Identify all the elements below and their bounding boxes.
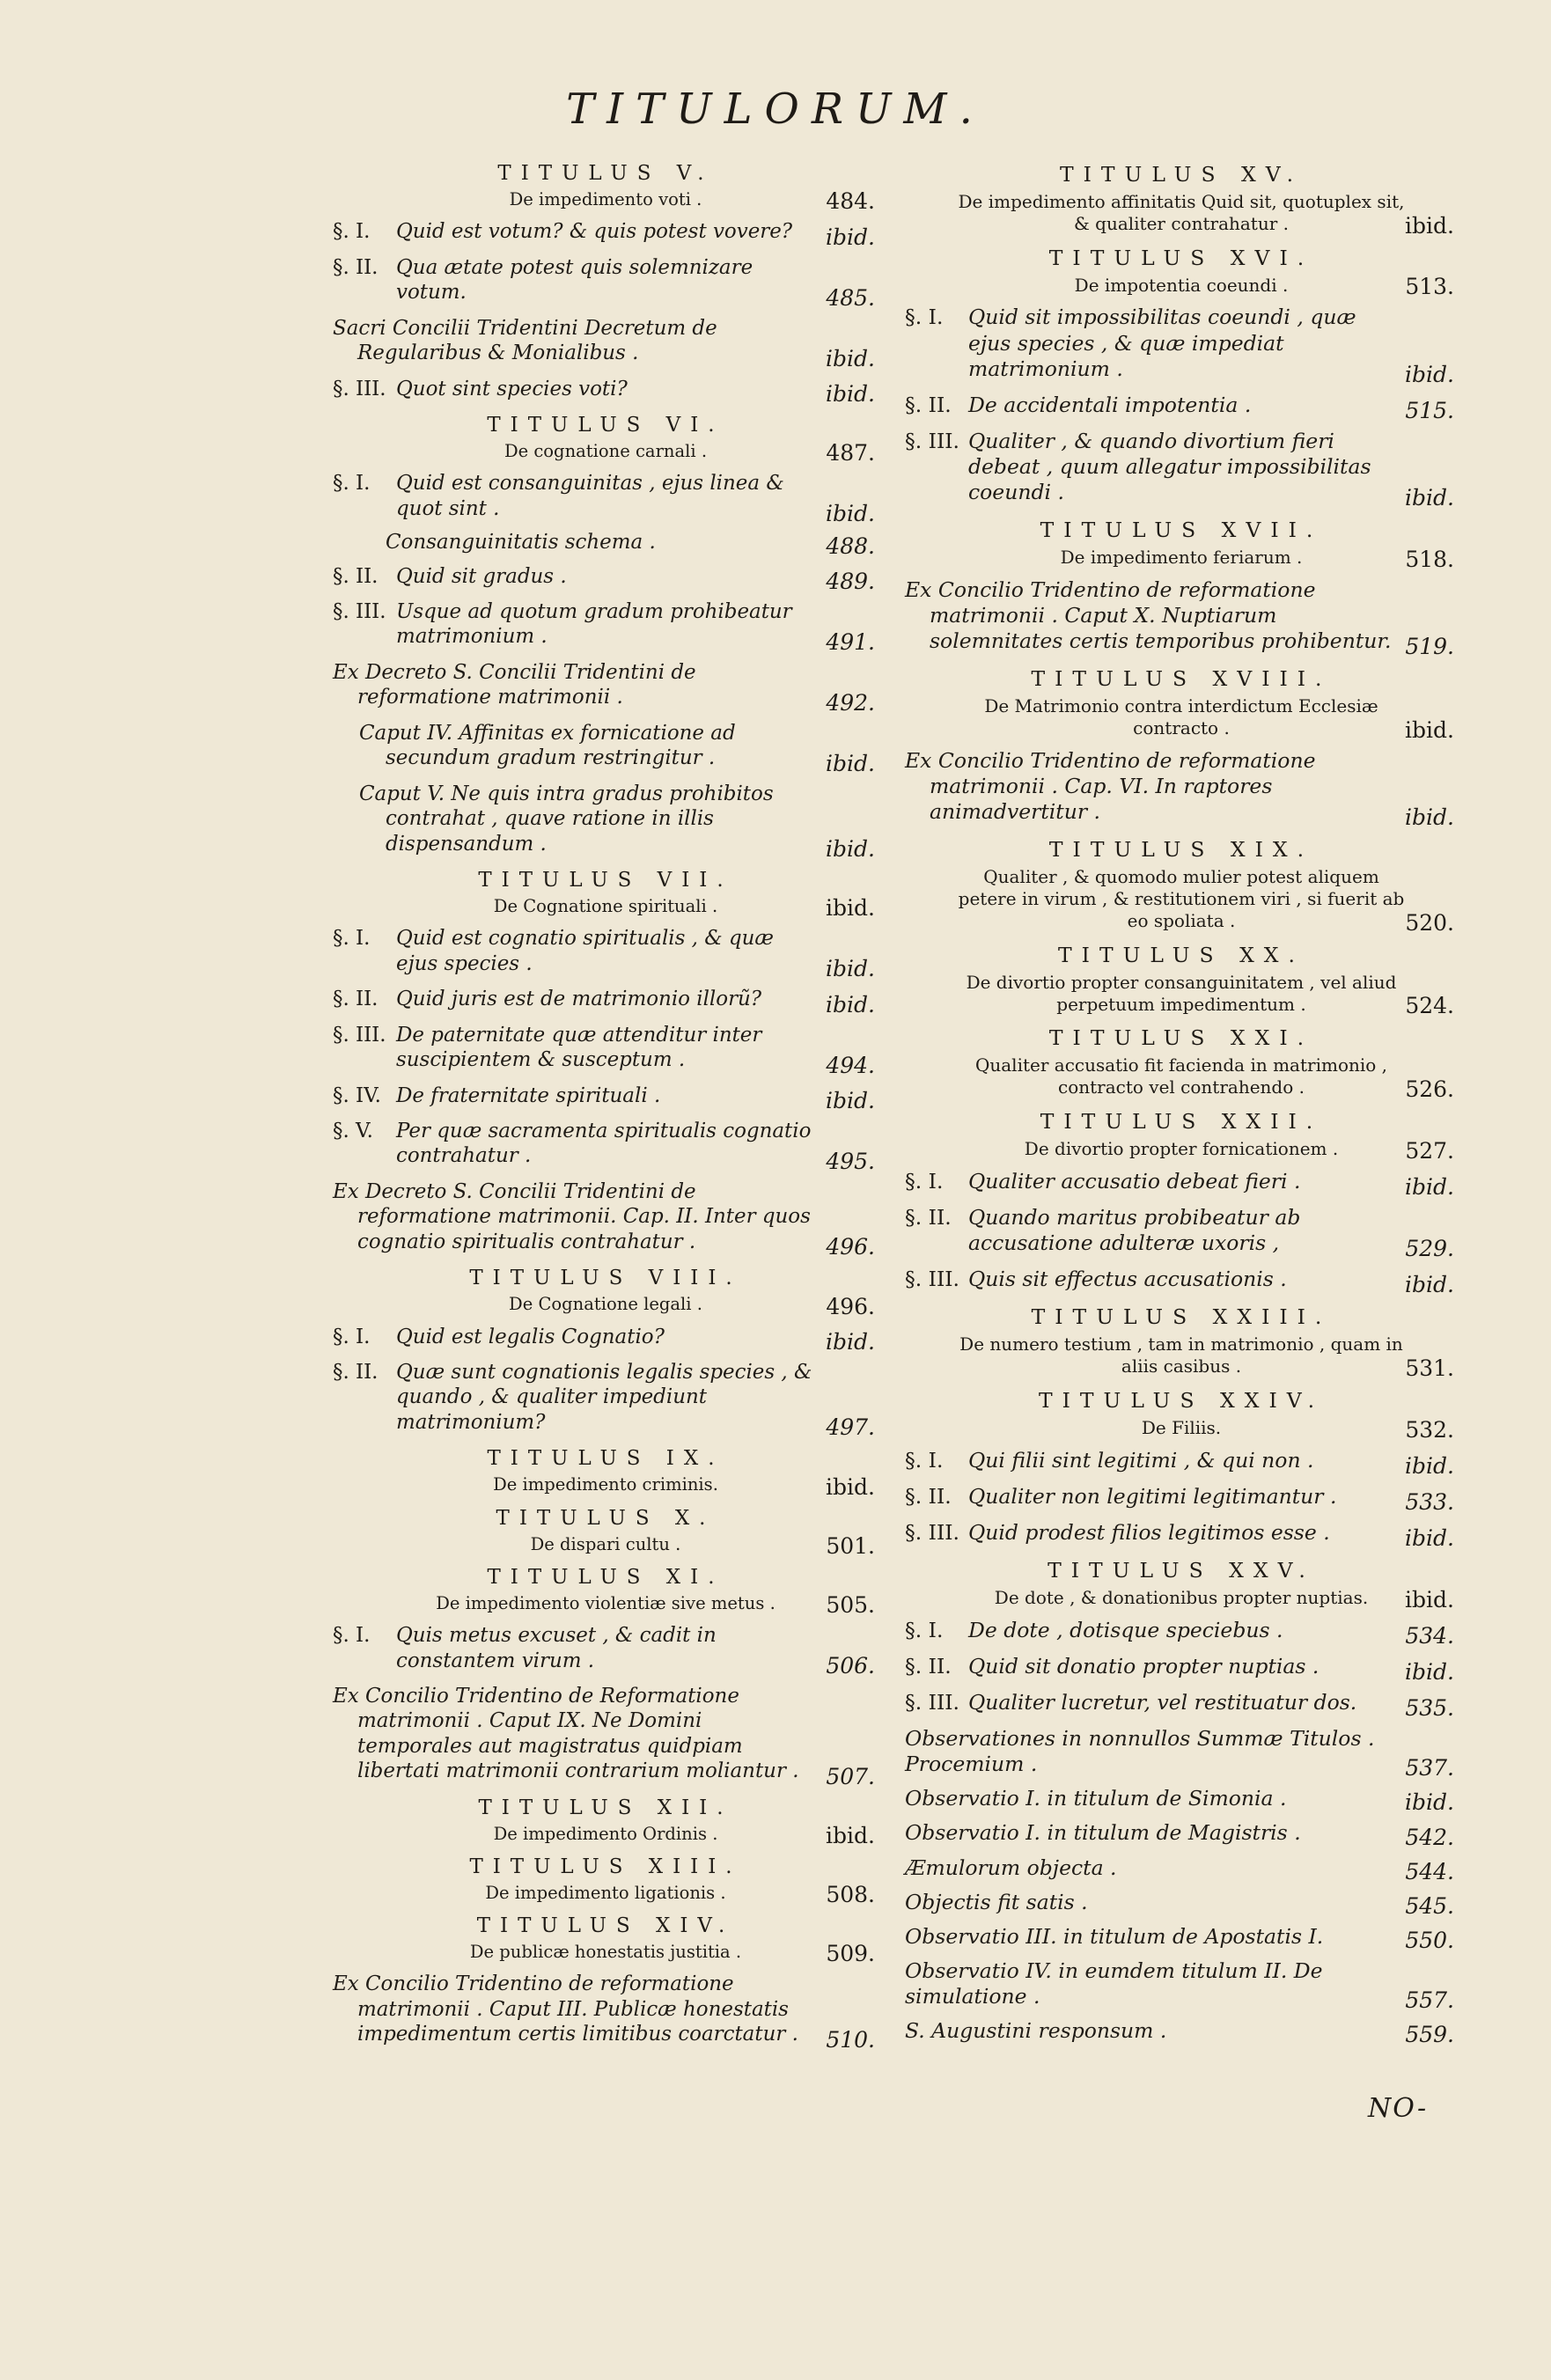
- section-marker: §. I.: [333, 472, 371, 496]
- section-marker: §. II.: [905, 392, 952, 417]
- titulus-heading: TITULUS XXV.: [1047, 1558, 1315, 1583]
- entry-text: Qualiter non legitimi legitimantur .: [968, 1483, 1337, 1509]
- page-number: ibid.: [826, 1823, 875, 1848]
- page-number: ibid.: [1405, 361, 1454, 387]
- section-marker: §. I.: [333, 1624, 371, 1648]
- title-description: [905, 693, 1458, 745]
- entry-text: Quid est consanguinitas , ejus linea & quot sint .: [396, 472, 784, 520]
- index-entry: [333, 1115, 878, 1176]
- entry-text: Observatio III. in titulum de Apostatis I.: [905, 1923, 1324, 1949]
- titulus-heading: TITULUS XXIII.: [1031, 1304, 1332, 1330]
- title-description: [905, 188, 1458, 240]
- entry-text: Observationes in nonnullos Summæ Titulos . Procemium .: [905, 1726, 1375, 1777]
- page-number: ibid.: [1405, 1789, 1454, 1816]
- page-number: ibid.: [1405, 1525, 1454, 1551]
- index-entry: [333, 1620, 878, 1680]
- page-number: 545.: [1405, 1892, 1454, 1919]
- page-number: ibid.: [1405, 1452, 1454, 1479]
- title-description: [905, 1584, 1458, 1614]
- entry-text: De publicæ honestatis justitia .: [469, 1942, 742, 1963]
- title-description: [333, 1821, 878, 1850]
- entry-text: De dote , & donationibus propter nuptias.: [994, 1587, 1369, 1608]
- index-entry: [333, 778, 878, 863]
- page-number: ibid.: [826, 895, 875, 922]
- section-marker: §. IV.: [333, 1083, 381, 1107]
- page-number: 494.: [826, 1052, 875, 1078]
- page-number: 497.: [826, 1414, 875, 1441]
- index-column-left: [333, 157, 878, 2054]
- section-marker: §. III.: [905, 428, 959, 453]
- page-number: 506.: [826, 1652, 875, 1678]
- page-number: ibid.: [1405, 804, 1454, 831]
- index-entry: [905, 1921, 1458, 1955]
- titulus-heading: TITULUS XXI.: [1048, 1025, 1314, 1051]
- page-number: ibid.: [1405, 485, 1454, 511]
- index-entry: [333, 373, 878, 408]
- page-number: 510.: [826, 2026, 875, 2053]
- index-entry: [333, 596, 878, 657]
- entry-text: Qui filii sint legitimi , & qui non .: [968, 1447, 1314, 1473]
- entry-text: De Matrimonio contra interdictum Ecclesiæ contracto .: [984, 695, 1378, 739]
- titulus-heading: TITULUS VII.: [478, 869, 733, 892]
- index-entry: [333, 1356, 878, 1442]
- title-description: [905, 1331, 1458, 1383]
- title-description: [905, 1135, 1458, 1165]
- entry-text: Caput IV. Affinitas ex fornicatione ad secundum gradum restringitur .: [359, 721, 736, 770]
- section-marker: §. III.: [905, 1690, 959, 1715]
- page-number: ibid.: [826, 224, 875, 250]
- index-entry: [905, 574, 1458, 661]
- index-entry: [905, 389, 1458, 425]
- entry-text: Qua ætate potest quis solemnizare votum.: [396, 255, 753, 305]
- page-number: 559.: [1405, 2022, 1454, 2048]
- page-number: 501.: [826, 1532, 875, 1559]
- index-entry: [333, 252, 878, 312]
- entry-text: Quid est votum? & quis potest vovere?: [396, 220, 793, 244]
- page-number: 492.: [826, 689, 875, 716]
- page-number: 550.: [1405, 1927, 1454, 1953]
- entry-text: Ex Concilio Tridentino de reformatione matrimonii . Caput X. Nuptiarum solemnitates certis temporibus prohibentur.: [905, 577, 1392, 654]
- entry-text: De accidentali impotentia .: [968, 392, 1252, 417]
- entry-text: Ex Concilio Tridentino de Reformatione matrimonii . Caput IX. Ne Domini temporales aut magistratus quidpiam libertati matrimonii contrarium moliantur .: [333, 1684, 799, 1783]
- title-description: [905, 863, 1458, 937]
- titulus-heading: TITULUS XII.: [478, 1796, 733, 1819]
- index-entry: [905, 1444, 1458, 1480]
- entry-text: Quid juris est de matrimonio illorũ?: [396, 988, 762, 1011]
- section-marker: §. III.: [333, 377, 386, 400]
- titulus-heading: TITULUS XX.: [1058, 942, 1305, 967]
- index-entry: [333, 216, 878, 251]
- entry-text: Quid prodest filios legitimos esse .: [968, 1519, 1330, 1545]
- index-entry: [905, 1517, 1458, 1553]
- entry-text: De cognatione carnali .: [504, 440, 708, 461]
- page-number: 520.: [1405, 909, 1454, 936]
- entry-text: Qualiter lucretur, vel restituatur dos.: [968, 1690, 1357, 1715]
- index-entry: [905, 1614, 1458, 1650]
- entry-text: Quid est cognatio spiritualis , & quæ ejus species .: [396, 927, 774, 975]
- entry-text: Quando maritus probibeatur ab accusatione adulteræ uxoris ,: [968, 1204, 1301, 1256]
- page-number: 508.: [826, 1882, 875, 1908]
- page-number: 496.: [826, 1293, 875, 1319]
- entry-text: De dote , dotisque speciebus .: [968, 1617, 1283, 1642]
- index-entry: [333, 312, 878, 373]
- index-entry: [905, 1686, 1458, 1723]
- page-number: ibid.: [826, 1473, 875, 1500]
- titulus-heading: TITULUS X.: [496, 1506, 716, 1530]
- page-header: TITULORUM.: [566, 84, 985, 134]
- index-entry: [905, 1782, 1458, 1817]
- index-entry: [333, 983, 878, 1018]
- entry-text: De dispari cultu .: [530, 1533, 681, 1554]
- entry-text: De impedimento affinitatis Quid sit, quotuplex sit, & qualiter contrahatur .: [958, 191, 1405, 234]
- index-entry: [905, 1201, 1458, 1263]
- section-marker: §. II.: [333, 988, 379, 1011]
- index-entry: [905, 1263, 1458, 1299]
- page-number: 495.: [826, 1148, 875, 1174]
- entry-text: Quis metus excuset , & cadit in constantem virum .: [396, 1624, 717, 1672]
- entry-text: De impedimento violentiæ sive metus .: [436, 1592, 776, 1613]
- page-number: ibid.: [1405, 1659, 1454, 1686]
- page-number: 484.: [826, 188, 875, 215]
- page-number: 489.: [826, 569, 875, 594]
- entry-text: De impedimento ligationis .: [485, 1883, 726, 1903]
- entry-text: Observatio IV. in eumdem titulum II. De simulatione .: [905, 1958, 1323, 2009]
- titulus-heading: TITULUS IX.: [487, 1447, 724, 1471]
- entry-text: Quæ sunt cognationis legalis species , & quando , & qualiter impediunt matrimonium?: [396, 1360, 812, 1434]
- entry-text: De impedimento feriarum .: [1060, 547, 1303, 569]
- section-marker: §. II.: [333, 1360, 379, 1384]
- page-number: 529.: [1405, 1236, 1454, 1262]
- section-marker: §. II.: [905, 1483, 952, 1509]
- section-marker: §. III.: [333, 600, 386, 623]
- page-number: 509.: [826, 1941, 875, 1967]
- page-number: ibid.: [1405, 1586, 1454, 1612]
- index-entry: [333, 922, 878, 983]
- index-entry: [333, 1321, 878, 1356]
- index-entry: [905, 1852, 1458, 1886]
- entry-text: De Cognatione spirituali .: [493, 896, 718, 917]
- entry-text: Observatio I. in titulum de Magistris .: [905, 1820, 1301, 1846]
- page-number: 524.: [1405, 993, 1454, 1019]
- page-number: 526.: [1405, 1076, 1454, 1102]
- page-number: ibid.: [826, 345, 875, 371]
- section-marker: §. I.: [905, 1447, 944, 1473]
- page-number: 485.: [826, 284, 875, 311]
- page-number: 542.: [1405, 1824, 1454, 1850]
- entry-text: Quid sit donatio propter nuptias .: [968, 1653, 1319, 1678]
- page-number: ibid.: [826, 991, 875, 1017]
- page-number: 505.: [826, 1592, 875, 1619]
- page-number: 533.: [1405, 1488, 1454, 1515]
- page-number: 557.: [1405, 1987, 1454, 2014]
- index-entry: [333, 1019, 878, 1080]
- entry-text: Æmulorum objecta .: [905, 1855, 1117, 1880]
- index-entry: [905, 1817, 1458, 1851]
- entry-text: De divortio propter fornicationem .: [1024, 1137, 1339, 1159]
- title-description: [333, 187, 878, 216]
- titulus-heading: TITULUS XXIV.: [1038, 1387, 1325, 1413]
- entry-text: De Filiis.: [1141, 1416, 1222, 1438]
- entry-text: Qualiter accusatio debeat fieri .: [968, 1168, 1301, 1194]
- entry-text: Qualiter , & quomodo mulier potest aliquem petere in virum , & restitutionem viri , si fuerit ab eo spoliata .: [958, 866, 1405, 931]
- titulus-heading: TITULUS XV.: [1059, 162, 1304, 187]
- page-number: ibid.: [826, 1088, 875, 1114]
- entry-text: Quid est legalis Cognatio?: [396, 1325, 665, 1348]
- page-number: 519.: [1405, 634, 1454, 660]
- page-number: 487.: [826, 440, 875, 466]
- page-number: ibid.: [826, 750, 875, 776]
- page-number: 534.: [1405, 1622, 1454, 1649]
- section-marker: §. III.: [905, 1267, 959, 1292]
- index-entry: [905, 745, 1458, 832]
- index-entry: [333, 1968, 878, 2053]
- index-entry: [905, 1480, 1458, 1517]
- section-marker: §. II.: [905, 1204, 952, 1230]
- title-description: [333, 438, 878, 467]
- index-entry: [905, 2015, 1458, 2049]
- index-entry: [905, 1723, 1458, 1782]
- page-number: 513.: [1405, 274, 1454, 300]
- title-description: [905, 544, 1458, 574]
- entry-text: Quot sint species voti?: [396, 377, 628, 400]
- title-description: [905, 272, 1458, 302]
- catchword: NO-: [1368, 2093, 1429, 2124]
- page-number: ibid.: [1405, 716, 1454, 743]
- page-number: 507.: [826, 1763, 875, 1789]
- section-marker: §. I.: [905, 1617, 944, 1642]
- page-number: ibid.: [826, 380, 875, 407]
- index-column-right: [905, 157, 1458, 2049]
- entry-text: S. Augustini responsum .: [905, 2018, 1167, 2044]
- title-description: [905, 1414, 1458, 1444]
- titulus-heading: TITULUS XXII.: [1040, 1108, 1323, 1134]
- page-number: ibid.: [826, 956, 875, 982]
- index-entry: [333, 1680, 878, 1791]
- entry-text: Qualiter accusatio fit facienda in matrimonio , contracto vel contrahendo .: [974, 1054, 1388, 1098]
- index-entry: [905, 1955, 1458, 2015]
- title-description: [333, 1532, 878, 1561]
- page-number: ibid.: [1405, 212, 1454, 239]
- index-entry: [333, 1080, 878, 1115]
- entry-text: Quid sit gradus .: [396, 564, 567, 588]
- section-marker: §. II.: [333, 564, 379, 588]
- index-entry: [905, 301, 1458, 388]
- page-number: 544.: [1405, 1858, 1454, 1884]
- index-entry: [333, 1176, 878, 1261]
- titulus-heading: TITULUS XI.: [487, 1565, 724, 1589]
- title-description: [333, 1939, 878, 1968]
- index-entry: [333, 717, 878, 778]
- title-description: [905, 1052, 1458, 1104]
- entry-text: Consanguinitatis schema .: [386, 531, 656, 555]
- page-number: 537.: [1405, 1755, 1454, 1781]
- page-number: 518.: [1405, 547, 1454, 573]
- page-number: ibid.: [826, 501, 875, 527]
- titulus-heading: TITULUS XVII.: [1040, 518, 1323, 543]
- entry-text: Ex Decreto S. Concilii Tridentini de reformatione matrimonii .: [333, 660, 696, 709]
- entry-text: De impotentia coeundi .: [1074, 274, 1289, 296]
- section-marker: §. I.: [333, 1325, 371, 1348]
- page-number: ibid.: [826, 1328, 875, 1355]
- title-description: [333, 893, 878, 922]
- page-number: 535.: [1405, 1695, 1454, 1722]
- page-number: ibid.: [1405, 1173, 1454, 1200]
- entry-text: Quis sit effectus accusationis .: [968, 1267, 1287, 1292]
- page-number: 488.: [826, 533, 875, 559]
- section-marker: §. I.: [905, 1168, 944, 1194]
- title-description: [333, 1590, 878, 1620]
- title-description: [905, 969, 1458, 1021]
- entry-text: De divortio propter consanguinitatem , vel aliud perpetuum impedimentum .: [966, 971, 1397, 1015]
- index-entry: [333, 467, 878, 528]
- page-number: 531.: [1405, 1355, 1454, 1381]
- entry-text: Ex Concilio Tridentino de reformatione matrimonii . Caput III. Publicæ honestatis impedimentum certis limitibus coarctatur .: [333, 1972, 798, 2046]
- index-entry: [905, 425, 1458, 512]
- index-entry: [905, 1650, 1458, 1686]
- page-number: ibid.: [826, 836, 875, 863]
- titulus-heading: TITULUS XVI.: [1048, 245, 1314, 270]
- titulus-heading: TITULUS XVIII.: [1031, 666, 1332, 692]
- titulus-heading: TITULUS XIV.: [476, 1914, 735, 1938]
- entry-text: De Cognatione legali .: [509, 1294, 702, 1315]
- section-marker: §. II.: [905, 1653, 952, 1678]
- title-description: [333, 1472, 878, 1501]
- section-marker: §. III.: [905, 1519, 959, 1545]
- index-entry: [333, 657, 878, 717]
- entry-text: Quid sit impossibilitas coeundi , quæ ejus species , & quæ impediat matrimonium .: [968, 305, 1356, 381]
- entry-text: Sacri Concilii Tridentini Decretum de Regularibus & Monialibus .: [333, 316, 717, 365]
- page-number: 532.: [1405, 1416, 1454, 1443]
- section-marker: §. II.: [333, 255, 379, 279]
- titulus-heading: TITULUS VIII.: [469, 1267, 742, 1290]
- page-number: 496.: [826, 1234, 875, 1260]
- section-marker: §. V.: [333, 1120, 373, 1143]
- page-number: 527.: [1405, 1137, 1454, 1164]
- index-entry: [333, 528, 878, 560]
- page-number: 491.: [826, 628, 875, 655]
- page-number: ibid.: [1405, 1272, 1454, 1298]
- entry-text: De numero testium , tam in matrimonio , quam in aliis casibus .: [959, 1333, 1403, 1377]
- entry-text: Qualiter , & quando divortium fieri debeat , quum allegatur impossibilitas coeundi .: [968, 428, 1371, 505]
- title-description: [333, 1291, 878, 1320]
- section-marker: §. I.: [333, 927, 371, 951]
- section-marker: §. I.: [333, 220, 371, 244]
- entry-text: De impedimento Ordinis .: [493, 1823, 718, 1844]
- titulus-heading: TITULUS XIX.: [1048, 837, 1314, 863]
- entry-text: Usque ad quotum gradum prohibeatur matrimonium .: [396, 600, 792, 649]
- page-number: 515.: [1405, 397, 1454, 423]
- title-description: [333, 1880, 878, 1909]
- entry-text: De paternitate quæ attenditur inter suscipientem & susceptum .: [396, 1023, 762, 1072]
- index-entry: [333, 561, 878, 596]
- section-marker: §. I.: [905, 305, 944, 330]
- entry-text: De fraternitate spirituali .: [396, 1083, 661, 1107]
- index-entry: [905, 1886, 1458, 1921]
- titulus-heading: TITULUS XIII.: [469, 1855, 742, 1878]
- entry-text: Per quæ sacramenta spiritualis cognatio contrahatur .: [396, 1120, 812, 1168]
- entry-text: Ex Decreto S. Concilii Tridentini de reformatione matrimonii. Cap. II. Inter quos cognatio spiritualis contrahatur .: [333, 1179, 811, 1253]
- entry-text: Ex Concilio Tridentino de reformatione matrimonii . Cap. VI. In raptores animadvertitur .: [905, 747, 1316, 825]
- section-marker: §. III.: [333, 1023, 386, 1047]
- entry-text: Observatio I. in titulum de Simonia .: [905, 1786, 1287, 1811]
- entry-text: De impedimento voti .: [509, 189, 702, 209]
- entry-text: De impedimento criminis.: [493, 1474, 718, 1495]
- titulus-heading: TITULUS V.: [497, 162, 714, 185]
- titulus-heading: TITULUS VI.: [487, 413, 724, 437]
- entry-text: Caput V. Ne quis intra gradus prohibitos contrahat , quave ratione in illis dispensandum .: [359, 782, 774, 856]
- index-entry: [905, 1165, 1458, 1201]
- entry-text: Objectis fit satis .: [905, 1889, 1088, 1914]
